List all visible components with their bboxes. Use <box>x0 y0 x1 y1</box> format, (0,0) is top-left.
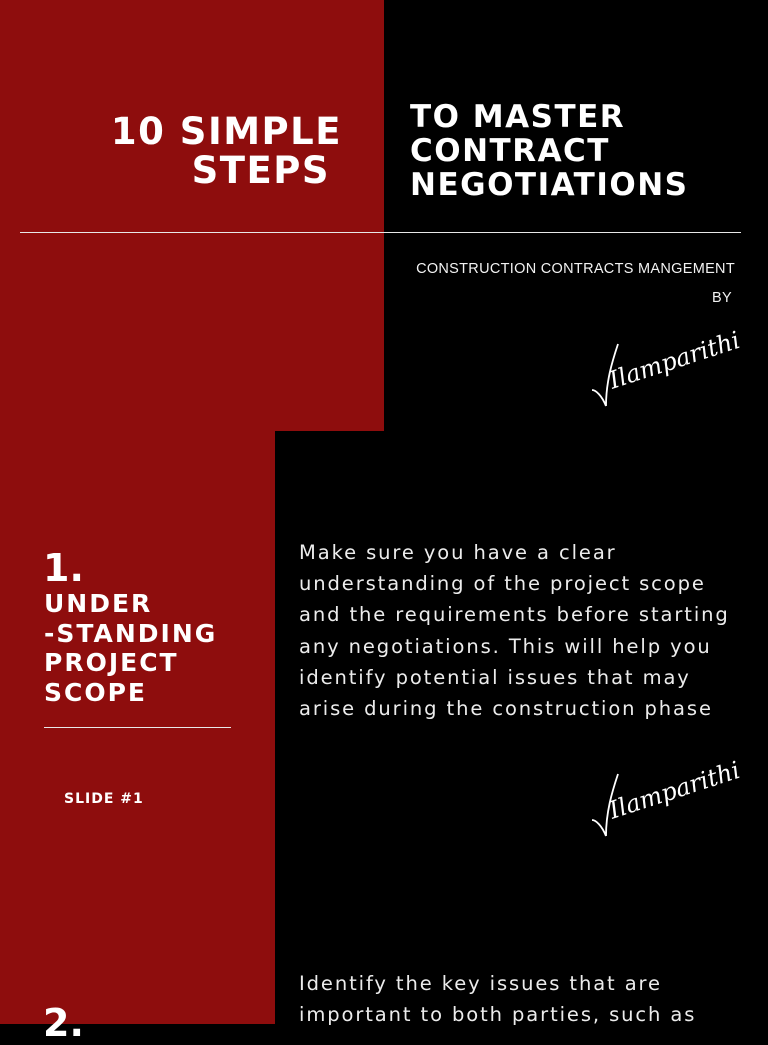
slide1-heading-line2: -STANDING <box>44 618 218 648</box>
cover-signature <box>588 325 744 414</box>
slide1-signature <box>588 755 744 844</box>
cover-divider <box>20 232 741 233</box>
slide1-heading <box>44 589 217 707</box>
cover-by-label: BY <box>712 290 732 306</box>
slide1-body: Make sure you have a clear understanding of the project scope and the requirements before starting any negotiations. This will help you identify potential issues that may arise during the construction phase <box>299 541 730 721</box>
cover-title-left-line1: 10 SIMPLE <box>110 110 342 153</box>
cover-signature-text: Ilamparithi <box>605 325 744 395</box>
slide1-divider <box>44 727 231 728</box>
slide2-number: 2. <box>43 1001 84 1045</box>
cover-title-left-line2: STEPS <box>191 149 330 192</box>
slide1-heading-line3: PROJECT <box>44 648 179 677</box>
slide1-label: SLIDE #1 <box>64 791 144 807</box>
cover-title-right-line2: CONTRACT <box>410 133 610 169</box>
slide1-signature-text: Ilamparithi <box>605 755 744 825</box>
cover-title-right-line3: NEGOTIATIONS <box>410 167 689 203</box>
cover-title-right <box>410 100 689 202</box>
cover-left-panel <box>0 0 384 431</box>
slide1-heading-line1: UNDER <box>44 589 153 618</box>
slide-right-panel <box>275 431 768 1024</box>
cover-title-left <box>110 110 342 192</box>
cover-title-right-line1: TO MASTER <box>410 99 626 135</box>
slide2-body: Identify the key issues that are important to both parties, such as <box>299 972 697 1027</box>
slide1-number: 1. <box>43 546 84 590</box>
cover-subtitle: CONSTRUCTION CONTRACTS MANGEMENT <box>416 261 735 277</box>
slide1-heading-line4: SCOPE <box>44 677 148 707</box>
